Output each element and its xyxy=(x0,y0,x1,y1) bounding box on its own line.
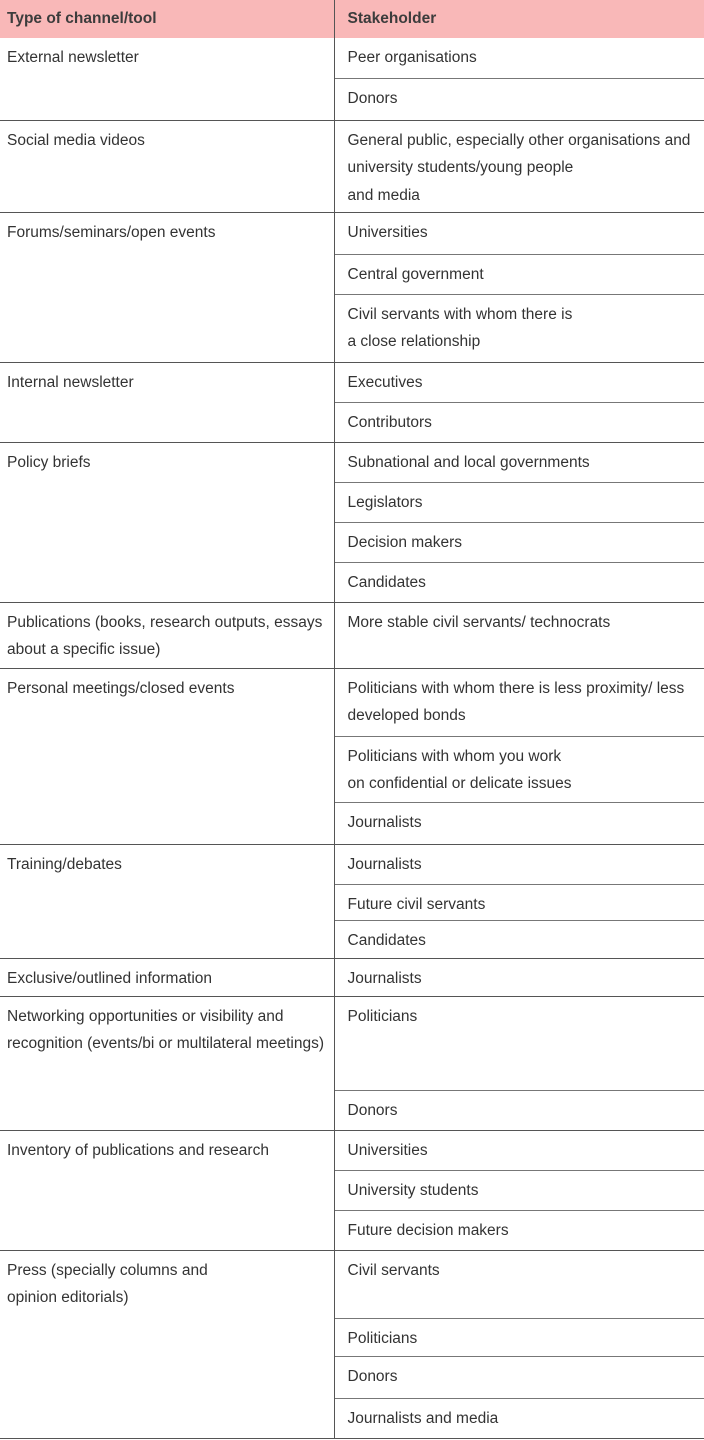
table-row xyxy=(0,362,704,402)
stakeholder-cell: Candidates xyxy=(334,920,704,958)
table-row xyxy=(0,668,704,736)
stakeholder-cell: Central government xyxy=(334,254,704,294)
table-row xyxy=(0,1250,704,1318)
table-row xyxy=(0,442,704,482)
stakeholder-cell: Universities xyxy=(334,1130,704,1170)
channel-cell: Training/debates xyxy=(0,844,334,958)
channel-cell: Inventory of publications and research xyxy=(0,1130,334,1250)
header-channel: Type of channel/tool xyxy=(0,0,334,38)
stakeholder-cell: University students xyxy=(334,1170,704,1210)
stakeholder-cell: More stable civil servants/ technocrats xyxy=(334,602,704,668)
stakeholder-cell: Donors xyxy=(334,1356,704,1398)
channel-cell: Networking opportunities or visibility and recognition (events/bi or multilateral meetings) xyxy=(0,996,334,1130)
stakeholder-cell: Journalists xyxy=(334,802,704,844)
stakeholder-cell: Candidates xyxy=(334,562,704,602)
channel-cell: Policy briefs xyxy=(0,442,334,602)
table-row xyxy=(0,212,704,254)
stakeholder-cell: Politicians xyxy=(334,1318,704,1356)
stakeholder-cell: Politicians with whom you work on confidential or delicate issues xyxy=(334,736,704,802)
stakeholder-cell: Future civil servants xyxy=(334,884,704,920)
stakeholder-cell: Journalists and media xyxy=(334,1398,704,1438)
stakeholder-cell: General public, especially other organisations and university students/young people and media xyxy=(334,120,704,212)
channel-cell: External newsletter xyxy=(0,38,334,120)
table-row xyxy=(0,958,704,996)
header-stakeholder: Stakeholder xyxy=(334,0,704,38)
stakeholder-cell: Universities xyxy=(334,212,704,254)
stakeholder-cell: Subnational and local governments xyxy=(334,442,704,482)
stakeholder-cell: Politicians with whom there is less proximity/ less developed bonds xyxy=(334,668,704,736)
stakeholder-cell: Politicians xyxy=(334,996,704,1090)
channel-cell: Personal meetings/closed events xyxy=(0,668,334,844)
channel-cell: Social media videos xyxy=(0,120,334,212)
stakeholder-cell: Future decision makers xyxy=(334,1210,704,1250)
stakeholder-cell: Contributors xyxy=(334,402,704,442)
stakeholder-cell: Peer organisations xyxy=(334,38,704,78)
stakeholder-cell: Decision makers xyxy=(334,522,704,562)
header-row xyxy=(0,0,704,38)
channel-cell: Publications (books, research outputs, essays about a specific issue) xyxy=(0,602,334,668)
table-row xyxy=(0,38,704,78)
stakeholder-cell: Journalists xyxy=(334,844,704,884)
channel-cell: Internal newsletter xyxy=(0,362,334,442)
channel-cell: Exclusive/outlined information xyxy=(0,958,334,996)
table-row xyxy=(0,602,704,668)
table-row xyxy=(0,1130,704,1170)
table-row xyxy=(0,996,704,1090)
stakeholder-cell: Donors xyxy=(334,78,704,120)
channel-cell: Press (specially columns and opinion editorials) xyxy=(0,1250,334,1438)
table-row xyxy=(0,844,704,884)
stakeholder-cell: Donors xyxy=(334,1090,704,1130)
channel-cell: Forums/seminars/open events xyxy=(0,212,334,362)
table-row xyxy=(0,120,704,212)
stakeholder-cell: Civil servants with whom there is a close relationship xyxy=(334,294,704,362)
stakeholder-cell: Civil servants xyxy=(334,1250,704,1318)
stakeholder-cell: Journalists xyxy=(334,958,704,996)
stakeholder-cell: Legislators xyxy=(334,482,704,522)
stakeholder-cell: Executives xyxy=(334,362,704,402)
